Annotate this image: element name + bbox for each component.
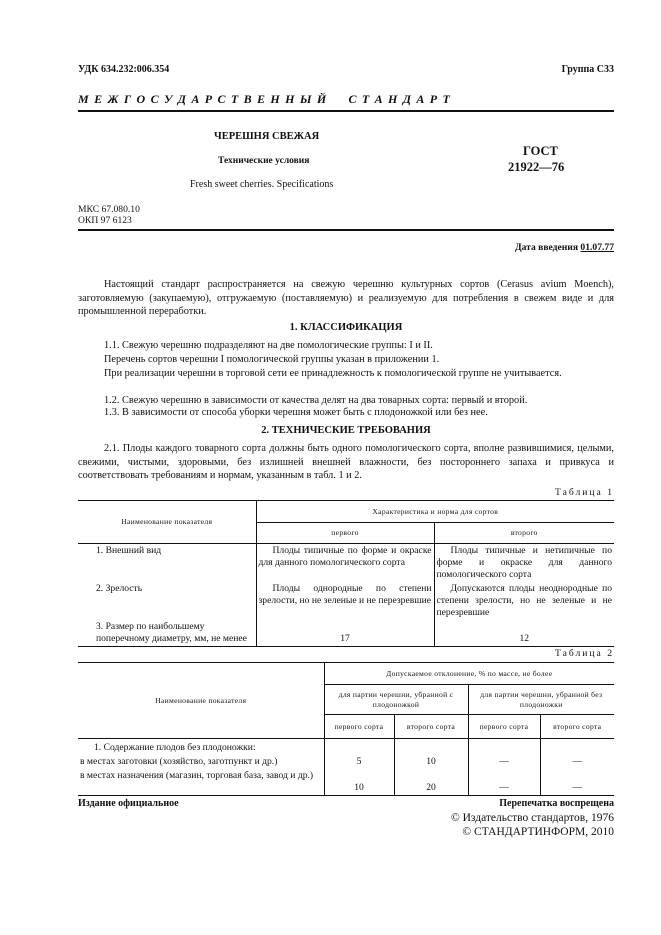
gost-number: 21922—76 [508, 160, 565, 174]
section-1-p2: Перечень сортов черешни I помологической группы указан в приложении 1. [104, 354, 440, 365]
title-rule [78, 229, 614, 231]
section-1-heading: 1. КЛАССИФИКАЦИЯ [289, 322, 403, 333]
table-2-row-1-v2: 10 [394, 755, 468, 769]
standard-subtitle: Технические условия [218, 156, 310, 166]
section-2-p1: 2.1. Плоды каждого товарного сорта должны быть одного помологического сорта, вполне развившимися, целыми, свежими, чистыми, здоровыми, без излишней внешней влажности, без постороннего запаха и привкуса и соответствовать требованиям и нормам, указанным в табл. 1 и 2. [78, 443, 614, 482]
interstate-standard-banner: М Е Ж Г О С У Д А Р С Т В Е Н Н Ы Й С Т А Н Д А Р Т [78, 92, 451, 106]
table-2-header-with-stem: для партии черешни, убранной с плодоножкой [324, 685, 468, 715]
table-1-header-group: Характеристика и норма для сортов [256, 501, 614, 523]
table-2-sub-first-2: первого сорта [468, 715, 540, 739]
section-1-p5: 1.3. В зависимости от способа уборки черешня может быть с плодоножкой или без нее. [104, 407, 488, 418]
table-2-header-without-stem: для партии черешни, убранной без плодоножки [468, 685, 614, 715]
table-2-row-1-v1: 5 [324, 755, 394, 769]
effective-date-label: Дата введения [514, 242, 581, 253]
table-2-row-1-v4: — [572, 756, 583, 767]
table-1-row-2-first: Плоды однородные по степени зрелости, но не зеленые и не перезревшие [256, 582, 434, 620]
table-2 [78, 662, 614, 796]
table-2-row-title: 1. Содержание плодов без плодоножки: [78, 739, 324, 756]
table-1-label: Таблица 1 [554, 487, 614, 498]
okp-code: ОКП 97 6123 [78, 215, 132, 226]
official-edition: Издание официальное [78, 798, 179, 809]
table-2-row-1-v3: — [468, 755, 540, 769]
table-2-row-1-name: в местах заготовки (хозяйство, заготпункт и др.) [78, 755, 324, 769]
table-2-sub-second-2: второго сорта [540, 715, 614, 739]
udk-code: УДК 634.232:006.354 [78, 64, 170, 75]
table-1-header-name: Наименование показателя [78, 501, 256, 544]
table-2-row-2-v3: — [468, 769, 540, 795]
table-1 [78, 500, 614, 647]
table-2-row-2-v1: 10 [324, 769, 394, 795]
table-1-row-3-second: 12 [519, 633, 530, 644]
table-2-sub-second-1: второго сорта [394, 715, 468, 739]
copyright-1976: © Издательство стандартов, 1976 [450, 812, 614, 824]
table-1-header-second: второго [434, 523, 614, 544]
table-1-row-2-second: Допускаются плоды неоднородные по степени зрелости, но не зеленые и не перезревшие [436, 583, 612, 618]
table-2-sub-first-1: первого сорта [324, 715, 394, 739]
table-2-header-name: Наименование показателя [78, 663, 324, 739]
section-1-p4: 1.2. Свежую черешню в зависимости от качества делят на два товарных сорта: первый и второй. [104, 395, 528, 406]
group-code: Группа С33 [561, 64, 614, 75]
table-2-row-2-v2: 20 [394, 769, 468, 795]
table-2-row-2-v4: — [572, 781, 583, 793]
section-1-p3: При реализации черешни в торговой сети ее принадлежность к помологической группе не учитывается. [104, 368, 562, 379]
english-title: Fresh sweet cherries. Specifications [190, 179, 334, 190]
table-2-header-group: Допускаемое отклонение, % по массе, не более [324, 663, 614, 685]
table-1-row-2-name: 2. Зрелость [78, 582, 256, 620]
table-2-label: Таблица 2 [554, 648, 614, 659]
section-2-heading: 2. ТЕХНИЧЕСКИЕ ТРЕБОВАНИЯ [261, 425, 431, 436]
table-1-header-first: первого [256, 523, 434, 544]
table-2-row-2-name: в местах назначения (магазин, торговая база, завод и др.) [78, 769, 324, 795]
reprint-notice: Перепечатка воспрещена [499, 798, 614, 809]
copyright-2010: © СТАНДАРТИНФОРМ, 2010 [462, 826, 614, 838]
gost-label: ГОСТ [523, 144, 558, 158]
effective-date-value: 01.07.77 [580, 242, 614, 253]
standard-title: ЧЕРЕШНЯ СВЕЖАЯ [214, 131, 320, 142]
table-1-row-3-first: 17 [256, 620, 434, 647]
table-1-row-3-name: 3. Размер по наибольшему поперечному диаметру, мм, не менее [78, 620, 256, 647]
table-1-row-1-first: Плоды типичные по форме и окраске для данного помологического сорта [256, 544, 434, 583]
table-1-row-1-name: 1. Внешний вид [78, 544, 256, 583]
effective-date [515, 242, 614, 253]
table-1-row-1-second: Плоды типичные и нетипичные по форме и окраске для данного помологического сорта [436, 545, 612, 580]
top-rule [78, 110, 614, 112]
intro-paragraph: Настоящий стандарт распространяется на свежую черешню культурных сортов (Cerasus avium Moench), заготовляемую (закупаемую), отгружаемую (поставляемую) и реализуемую для потребления в свежем виде и для промышленной переработки. [78, 279, 614, 318]
section-1-p1: 1.1. Свежую черешню подразделяют на две помологические группы: I и II. [104, 340, 433, 351]
mks-code: МКС 67.080.10 [78, 204, 140, 215]
